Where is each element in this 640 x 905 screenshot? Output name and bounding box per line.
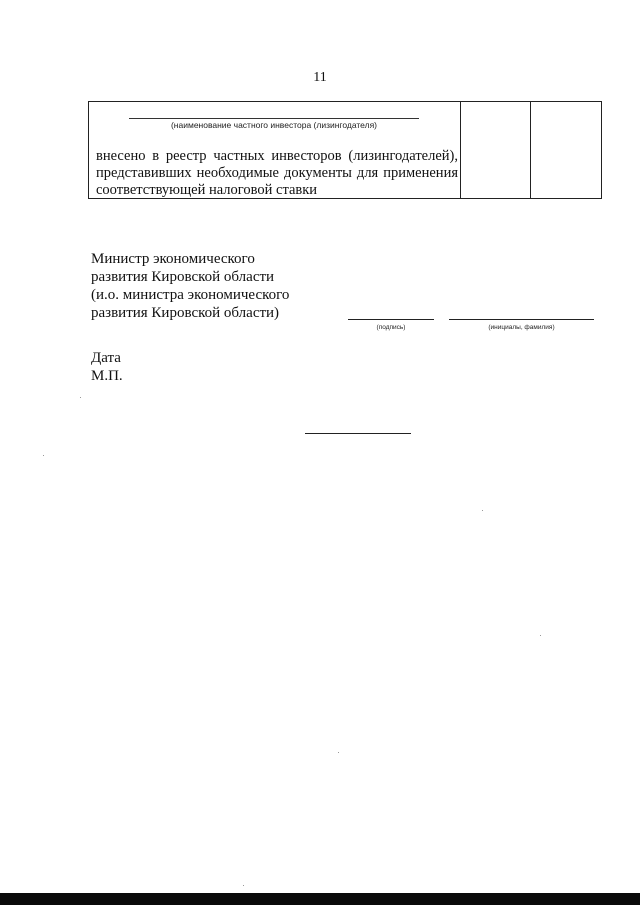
scan-edge-bar bbox=[0, 893, 640, 905]
signature-caption: (подпись) bbox=[376, 324, 406, 331]
page-number: 11 bbox=[313, 70, 327, 85]
stamp-label: М.П. bbox=[91, 368, 123, 384]
scan-speck bbox=[338, 752, 339, 753]
scan-speck bbox=[540, 635, 541, 636]
scan-speck bbox=[482, 510, 483, 511]
name-caption: (инициалы, фамилия) bbox=[488, 324, 555, 331]
minister-title-line: (и.о. министра экономического bbox=[91, 287, 290, 303]
table-column-divider bbox=[530, 102, 531, 198]
end-of-document-rule bbox=[305, 433, 411, 434]
signature-line bbox=[348, 319, 434, 320]
form-table bbox=[88, 101, 602, 199]
table-column-divider bbox=[460, 102, 461, 198]
scan-speck bbox=[243, 885, 244, 886]
minister-title-line: развития Кировской области bbox=[91, 269, 275, 285]
investor-name-caption: (наименование частного инвестора (лизингодателя) bbox=[170, 120, 378, 130]
investor-name-line bbox=[129, 118, 419, 119]
scan-speck bbox=[43, 455, 44, 456]
name-line bbox=[449, 319, 594, 320]
scan-speck bbox=[80, 397, 81, 398]
minister-title bbox=[91, 250, 289, 322]
minister-title-line: развития Кировской области) bbox=[91, 305, 280, 321]
date-label: Дата bbox=[91, 350, 121, 366]
date-stamp-block bbox=[91, 349, 123, 385]
registry-statement: внесено в реестр частных инвесторов (лизингодателей), представивших необходимые документы для применения соответствующей налоговой ставки bbox=[96, 148, 458, 198]
minister-title-line: Министр экономического bbox=[91, 251, 255, 267]
